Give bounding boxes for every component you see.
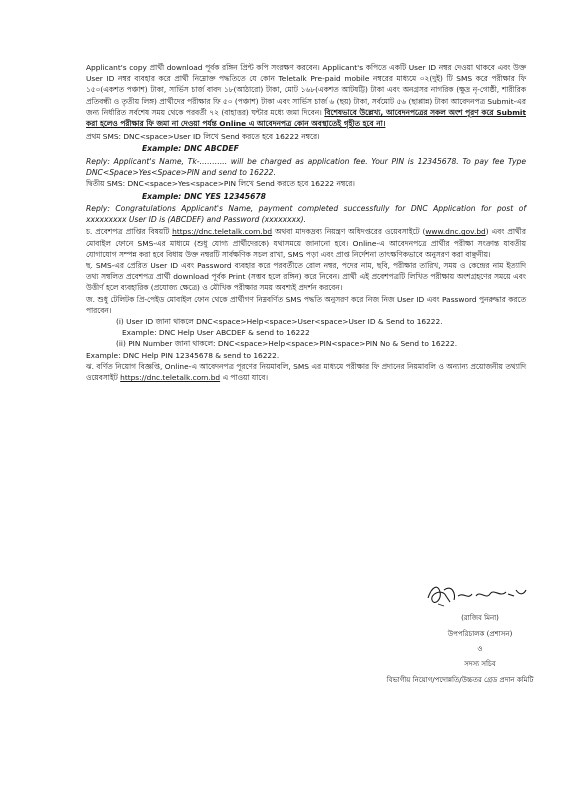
sms1-instruction: প্রথম SMS: DNC<space>User ID লিখে Send করতে হবে 16222 নম্বরে। xyxy=(86,132,320,142)
para-cha-post: ) এবং প্রার্থীর মোবাইল ফোনে SMS-এর মাধ্যমে (শুধু যোগ্য প্রার্থীদেরকে) যথাসময়ে জানানো হবে। Online-এ আবেদনপত্রে প্রার্থীর পরীক্ষা সংক্রান্ত যাবতীয় যোগাযোগ সম্পন্ন করা হবে বিধায় উক্ত নম্বরটি সার্বক্ষণিক সচল রাখা, SMS পড়া এবং প্রাপ্ত নির্দেশনা তাৎক্ষণিকভাবে অনুসরণ করা বাঞ্ছনীয়। xyxy=(86,227,526,259)
signatory-name: (রাজিব মিনা) xyxy=(461,614,499,622)
teletalk-link[interactable]: https://dnc.teletalk.com.bd xyxy=(172,227,273,237)
signatory-title: উপপরিচালক (প্রশাসন) xyxy=(447,630,513,638)
para-ja: জ. শুধু টেলিটক প্রি-পেইড মোবাইল ফোন থেকে প্রার্থীগণ নিম্নবর্ণিত SMS পদ্ধতি অনুসরণ করে নিজ নিজ User ID এবং Password পুনরুদ্ধার করতে পারবেন। xyxy=(86,294,526,315)
para-chha: ছ. SMS-এর প্রেরিত User ID এবং Password ব্যবহার করে পরবর্তীতে রোল নম্বর, পদের নাম, ছবি, পরীক্ষার তারিখ, সময় ও কেন্দ্রের নাম ইত্যাদি তথ্য সম্বলিত প্রবেশপত্র প্রার্থী download পূর্বক Print (সম্ভব হলে রঙ্গিন) করে নিবেন। প্রার্থী এই প্রবেশপত্রটি লিখিত পরীক্ষায় অংশগ্রহণের সময়ে এবং উত্তীর্ণ হলে ব্যবহারিক (প্রযোজ্য ক্ষেত্রে) ও মৌখিক পরীক্ষার সময় অবশ্যই প্রদর্শন করবেন। xyxy=(86,261,526,293)
para-jha-text: ঝ. বর্ণিত নিয়োগ বিজ্ঞপ্তি, Online-এ আবেদনপত্র পূরণের নিয়মাবলি, SMS এর মাধ্যমে পরীক্ষার ফি প্রদানের নিয়মাবলি ও অন্যান্য প্রয়োজনীয় তথ্যাদি ওয়েবসাইট xyxy=(86,361,526,383)
para-jha xyxy=(86,361,526,383)
para-cha-pre: চ. প্রবেশপত্র প্রাপ্তির বিষয়টি xyxy=(86,227,170,237)
para-jha-end: এ পাওয়া যাবে। xyxy=(222,373,268,383)
sms1-example: Example: DNC ABCDEF xyxy=(142,144,239,154)
sms2-instruction: দ্বিতীয় SMS: DNC<space>Yes<space>PIN লিখে Send করতে হবে 16222 নম্বরে। xyxy=(86,179,355,189)
sms2-reply: Reply: Congratulations Applicant's Name, payment completed successfully for DNC Application for post of xxxxxxxxx User ID is (ABCDEF) and Password (xxxxxxxx). xyxy=(86,204,526,225)
recovery-user-id: (i) User ID জানা থাকলে DNC<space>Help<space>User<space>User ID & Send to 16222. xyxy=(116,317,443,327)
signatory-member: সদস্য সচিব xyxy=(464,660,496,668)
teletalk-link-2[interactable]: https://dnc.teletalk.com.bd xyxy=(120,373,221,383)
notice-body xyxy=(86,62,526,383)
dnc-gov-link[interactable]: www.dnc.gov.bd xyxy=(425,227,486,237)
recovery-pin-example: Example: DNC Help PIN 12345678 & send to 16222. xyxy=(86,350,280,360)
para-cha-mid: অথবা মাদকদ্রব্য নিয়ন্ত্রণ অধিদপ্তরের ওয়েবসাইটে ( xyxy=(275,227,426,237)
signatory-and: ও xyxy=(477,645,483,653)
recovery-user-id-example: Example: DNC Help User ABCDEF & send to 16222 xyxy=(122,328,310,338)
recovery-pin: (ii) PIN Number জানা থাকলে: DNC<space>Help<space>PIN<space>PIN No & Send to 16222. xyxy=(116,339,458,349)
intro-warning: বিশেষভাবে উল্লেখ্য, আবেদনপত্রের সকল অংশ পূরণ করে Submit করা হলেও পরীক্ষার ফি জমা না দেওয়া পর্যন্ত Online এ আবেদনপত্র কোন অবস্থাতেই গৃহীত হবে না। xyxy=(86,107,526,129)
intro-paragraph xyxy=(86,62,526,129)
para-cha xyxy=(86,226,526,260)
sms2-example: Example: DNC YES 12345678 xyxy=(142,191,266,201)
signatory-committee: বিভাগীয় নিয়োগ/পদোন্নতি/উচ্চতর গ্রেড প্রদান কমিটি xyxy=(386,676,534,684)
sms1-reply: Reply: Applicant's Name, Tk-……….. will be charged as application fee. Your PIN is 12345678. To pay fee Type DNC<Space>Yes<Space>PIN and send to 16222. xyxy=(86,156,526,178)
intro-text: Applicant's copy প্রার্থী download পূর্বক রঙ্গিন প্রিন্ট কপি সংরক্ষণ করবেন। Applicant's কপিতে একটি User ID নম্বর দেওয়া থাকবে এবং উক্ত User ID নম্বর ব্যবহার করে প্রার্থী নিম্নোক্ত পদ্ধতিতে যে কোন Teletalk Pre-paid mobile নম্বরের মাধ্যমে ০২(দুই) টি SMS করে পরীক্ষার ফি ১৫০(একশত পঞ্চাশ) টাকা, সার্ভিস চার্জ বাবদ ১৮(আঠারো) টাকা, মোট ১৬৮(একশত আটষট্টি) টাকা এবং অনগ্রসর নাগরিক (ক্ষুদ্র নৃ-গোষ্ঠী, শারীরিক প্রতিবন্ধী ও তৃতীয় লিঙ্গ) প্রার্থীদের পরীক্ষার ফি ৫০ (পঞ্চাশ) টাকা এবং সার্ভিস চার্জ ৬ (ছয়) টাকা, সর্বমোট ৫৬ (ছাপ্পান্ন) টাকা আবেদনপত্র Submit-এর জন্য নির্ধারিত সর্বশেষ সময় থেকে পরবর্তী ৭২ (বাহাত্তর) ঘন্টার মধ্যে জমা দিবেন। xyxy=(86,63,526,117)
